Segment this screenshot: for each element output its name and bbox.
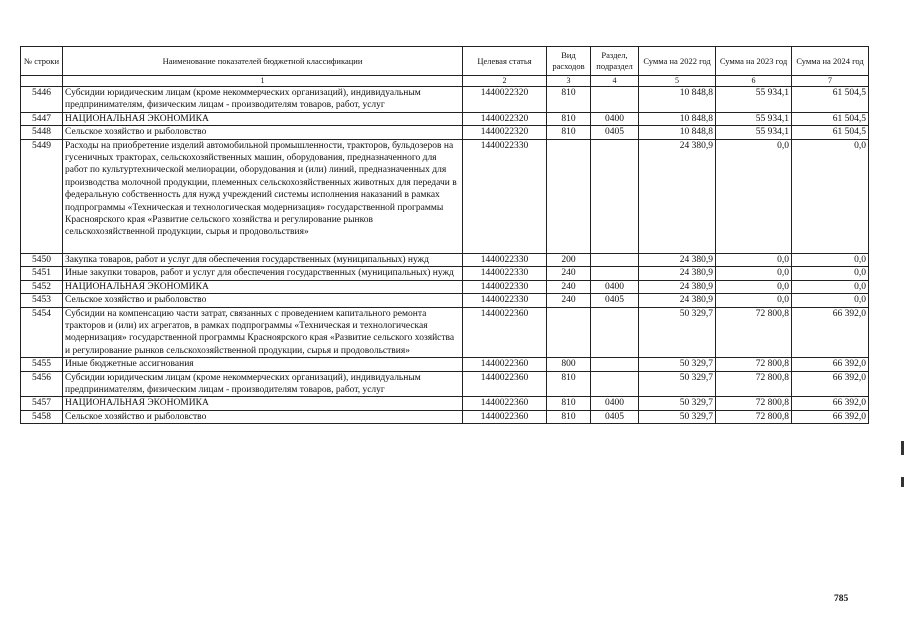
row-sum-2022-cell: 24 380,9 — [639, 139, 716, 253]
row-sum-2023-cell: 72 800,8 — [716, 410, 792, 423]
row-sum-2024-cell: 0,0 — [792, 253, 869, 266]
row-sum-2022-cell: 50 329,7 — [639, 397, 716, 410]
column-number — [21, 76, 63, 87]
row-sum-2022-cell: 50 329,7 — [639, 307, 716, 358]
row-name-cell: Сельское хозяйство и рыболовство — [63, 410, 463, 423]
row-number-cell: 5455 — [21, 358, 63, 371]
row-vid-cell: 810 — [547, 87, 591, 113]
row-number-cell: 5452 — [21, 280, 63, 293]
row-razdel-cell — [591, 87, 639, 113]
table-row — [21, 253, 869, 266]
row-number-cell: 5453 — [21, 294, 63, 307]
row-sum-2023-cell: 55 934,1 — [716, 126, 792, 139]
header-target: Целевая статья — [463, 47, 547, 76]
row-name-cell: Сельское хозяйство и рыболовство — [63, 126, 463, 139]
table-row — [21, 294, 869, 307]
row-target-cell: 1440022320 — [463, 126, 547, 139]
row-number-cell: 5457 — [21, 397, 63, 410]
row-vid-cell: 810 — [547, 410, 591, 423]
row-sum-2022-cell: 24 380,9 — [639, 267, 716, 280]
header-sum-2024: Сумма на 2024 год — [792, 47, 869, 76]
row-vid-cell: 810 — [547, 112, 591, 125]
header-row-number: № строки — [21, 47, 63, 76]
table-row — [21, 358, 869, 371]
row-vid-cell — [547, 139, 591, 253]
table-header — [21, 47, 869, 87]
row-sum-2023-cell: 0,0 — [716, 253, 792, 266]
row-target-cell: 1440022360 — [463, 371, 547, 397]
row-number-cell: 5450 — [21, 253, 63, 266]
column-number: 2 — [463, 76, 547, 87]
row-target-cell: 1440022360 — [463, 307, 547, 358]
row-sum-2023-cell: 72 800,8 — [716, 307, 792, 358]
row-target-cell: 1440022360 — [463, 397, 547, 410]
row-vid-cell: 240 — [547, 267, 591, 280]
row-sum-2024-cell: 66 392,0 — [792, 397, 869, 410]
row-target-cell: 1440022330 — [463, 280, 547, 293]
table-row — [21, 371, 869, 397]
row-name-cell: Субсидии на компенсацию части затрат, связанных с проведением капитального ремонта тракторов и (или) их агрегатов, в рамках подпрограммы «Техническая и технологическая модернизация» государственной программы Красноярского края «Развитие сельского хозяйства и регулирование рынков сельскохозяйственной продукции, сырья и продовольствия» — [63, 307, 463, 358]
row-sum-2022-cell: 24 380,9 — [639, 294, 716, 307]
row-sum-2024-cell: 66 392,0 — [792, 307, 869, 358]
table-row — [21, 397, 869, 410]
row-sum-2023-cell: 0,0 — [716, 267, 792, 280]
row-sum-2023-cell: 0,0 — [716, 294, 792, 307]
row-sum-2023-cell: 0,0 — [716, 139, 792, 253]
table-body — [21, 87, 869, 424]
row-razdel-cell: 0405 — [591, 294, 639, 307]
row-sum-2024-cell: 0,0 — [792, 294, 869, 307]
row-razdel-cell — [591, 253, 639, 266]
row-sum-2024-cell: 66 392,0 — [792, 410, 869, 423]
row-razdel-cell — [591, 139, 639, 253]
row-razdel-cell: 0405 — [591, 126, 639, 139]
row-target-cell: 1440022330 — [463, 267, 547, 280]
row-sum-2022-cell: 24 380,9 — [639, 253, 716, 266]
header-sum-2022: Сумма на 2022 год — [639, 47, 716, 76]
row-number-cell: 5458 — [21, 410, 63, 423]
row-vid-cell: 810 — [547, 397, 591, 410]
row-target-cell: 1440022360 — [463, 358, 547, 371]
row-number-cell: 5448 — [21, 126, 63, 139]
row-vid-cell: 240 — [547, 294, 591, 307]
row-sum-2022-cell: 50 329,7 — [639, 358, 716, 371]
table-row — [21, 87, 869, 113]
row-sum-2024-cell: 66 392,0 — [792, 371, 869, 397]
column-number: 3 — [547, 76, 591, 87]
row-razdel-cell: 0400 — [591, 397, 639, 410]
row-sum-2024-cell: 61 504,5 — [792, 126, 869, 139]
budget-table — [20, 46, 869, 424]
page-number: 785 — [834, 594, 849, 604]
row-razdel-cell — [591, 307, 639, 358]
row-sum-2023-cell: 72 800,8 — [716, 358, 792, 371]
header-sum-2023: Сумма на 2023 год — [716, 47, 792, 76]
row-sum-2022-cell: 50 329,7 — [639, 371, 716, 397]
row-name-cell: Расходы на приобретение изделий автомобильной промышленности, тракторов, бульдозеров на гусеничных тракторах, сельскохозяйственных машин, оборудования, предназначенного для работ по культуртехнической мелиорации, оборудования и (или) линий, предназначенных для производства молочной продукции, племенных сельскохозяйственных животных для передачи в федеральную собственность для нужд учреждений системы исполнения наказаний в рамках подпрограммы «Техническая и технологическая модернизация» государственной программы Красноярского края «Развитие сельского хозяйства и регулирование рынков сельскохозяйственной продукции, сырья и продовольствия» — [63, 139, 463, 253]
row-vid-cell: 240 — [547, 280, 591, 293]
row-target-cell: 1440022360 — [463, 410, 547, 423]
row-sum-2022-cell: 24 380,9 — [639, 280, 716, 293]
row-sum-2024-cell: 0,0 — [792, 280, 869, 293]
row-name-cell: Сельское хозяйство и рыболовство — [63, 294, 463, 307]
row-razdel-cell: 0400 — [591, 112, 639, 125]
row-target-cell: 1440022330 — [463, 139, 547, 253]
row-name-cell: НАЦИОНАЛЬНАЯ ЭКОНОМИКА — [63, 280, 463, 293]
table-row — [21, 307, 869, 358]
row-razdel-cell: 0405 — [591, 410, 639, 423]
row-target-cell: 1440022330 — [463, 253, 547, 266]
header-row — [21, 47, 869, 76]
row-sum-2024-cell: 0,0 — [792, 267, 869, 280]
table-row — [21, 139, 869, 253]
header-name: Наименование показателей бюджетной классификации — [63, 47, 463, 76]
row-name-cell: Иные бюджетные ассигнования — [63, 358, 463, 371]
table-row — [21, 267, 869, 280]
row-number-cell: 5449 — [21, 139, 63, 253]
row-vid-cell: 800 — [547, 358, 591, 371]
row-sum-2023-cell: 55 934,1 — [716, 87, 792, 113]
table-row — [21, 112, 869, 125]
row-sum-2022-cell: 50 329,7 — [639, 410, 716, 423]
row-sum-2024-cell: 61 504,5 — [792, 112, 869, 125]
row-sum-2022-cell: 10 848,8 — [639, 87, 716, 113]
row-sum-2023-cell: 55 934,1 — [716, 112, 792, 125]
table-row — [21, 410, 869, 423]
row-number-cell: 5446 — [21, 87, 63, 113]
row-sum-2023-cell: 72 800,8 — [716, 371, 792, 397]
column-number: 7 — [792, 76, 869, 87]
row-sum-2024-cell: 0,0 — [792, 139, 869, 253]
row-razdel-cell: 0400 — [591, 280, 639, 293]
row-name-cell: НАЦИОНАЛЬНАЯ ЭКОНОМИКА — [63, 112, 463, 125]
header-vid: Вид расходов — [547, 47, 591, 76]
row-number-cell: 5454 — [21, 307, 63, 358]
row-vid-cell: 810 — [547, 371, 591, 397]
row-razdel-cell — [591, 267, 639, 280]
row-sum-2022-cell: 10 848,8 — [639, 126, 716, 139]
row-target-cell: 1440022330 — [463, 294, 547, 307]
row-number-cell: 5456 — [21, 371, 63, 397]
table-row — [21, 280, 869, 293]
row-target-cell: 1440022320 — [463, 112, 547, 125]
column-number: 4 — [591, 76, 639, 87]
row-name-cell: НАЦИОНАЛЬНАЯ ЭКОНОМИКА — [63, 397, 463, 410]
row-name-cell: Закупка товаров, работ и услуг для обеспечения государственных (муниципальных) нужд — [63, 253, 463, 266]
row-vid-cell: 810 — [547, 126, 591, 139]
row-sum-2022-cell: 10 848,8 — [639, 112, 716, 125]
header-razdel: Раздел, подраздел — [591, 47, 639, 76]
row-vid-cell — [547, 307, 591, 358]
row-name-cell: Иные закупки товаров, работ и услуг для обеспечения государственных (муниципальных) нужд — [63, 267, 463, 280]
column-number-row — [21, 76, 869, 87]
row-sum-2023-cell: 0,0 — [716, 280, 792, 293]
row-razdel-cell — [591, 371, 639, 397]
column-number: 1 — [63, 76, 463, 87]
column-number: 5 — [639, 76, 716, 87]
table-row — [21, 126, 869, 139]
row-sum-2023-cell: 72 800,8 — [716, 397, 792, 410]
row-sum-2024-cell: 66 392,0 — [792, 358, 869, 371]
column-number: 6 — [716, 76, 792, 87]
row-sum-2024-cell: 61 504,5 — [792, 87, 869, 113]
row-name-cell: Субсидии юридическим лицам (кроме некоммерческих организаций), индивидуальным предпринимателям, физическим лицам - производителям товаров, работ, услуг — [63, 371, 463, 397]
row-razdel-cell — [591, 358, 639, 371]
row-vid-cell: 200 — [547, 253, 591, 266]
row-name-cell: Субсидии юридическим лицам (кроме некоммерческих организаций), индивидуальным предпринимателям, физическим лицам - производителям товаров, работ, услуг — [63, 87, 463, 113]
row-target-cell: 1440022320 — [463, 87, 547, 113]
row-number-cell: 5451 — [21, 267, 63, 280]
row-number-cell: 5447 — [21, 112, 63, 125]
